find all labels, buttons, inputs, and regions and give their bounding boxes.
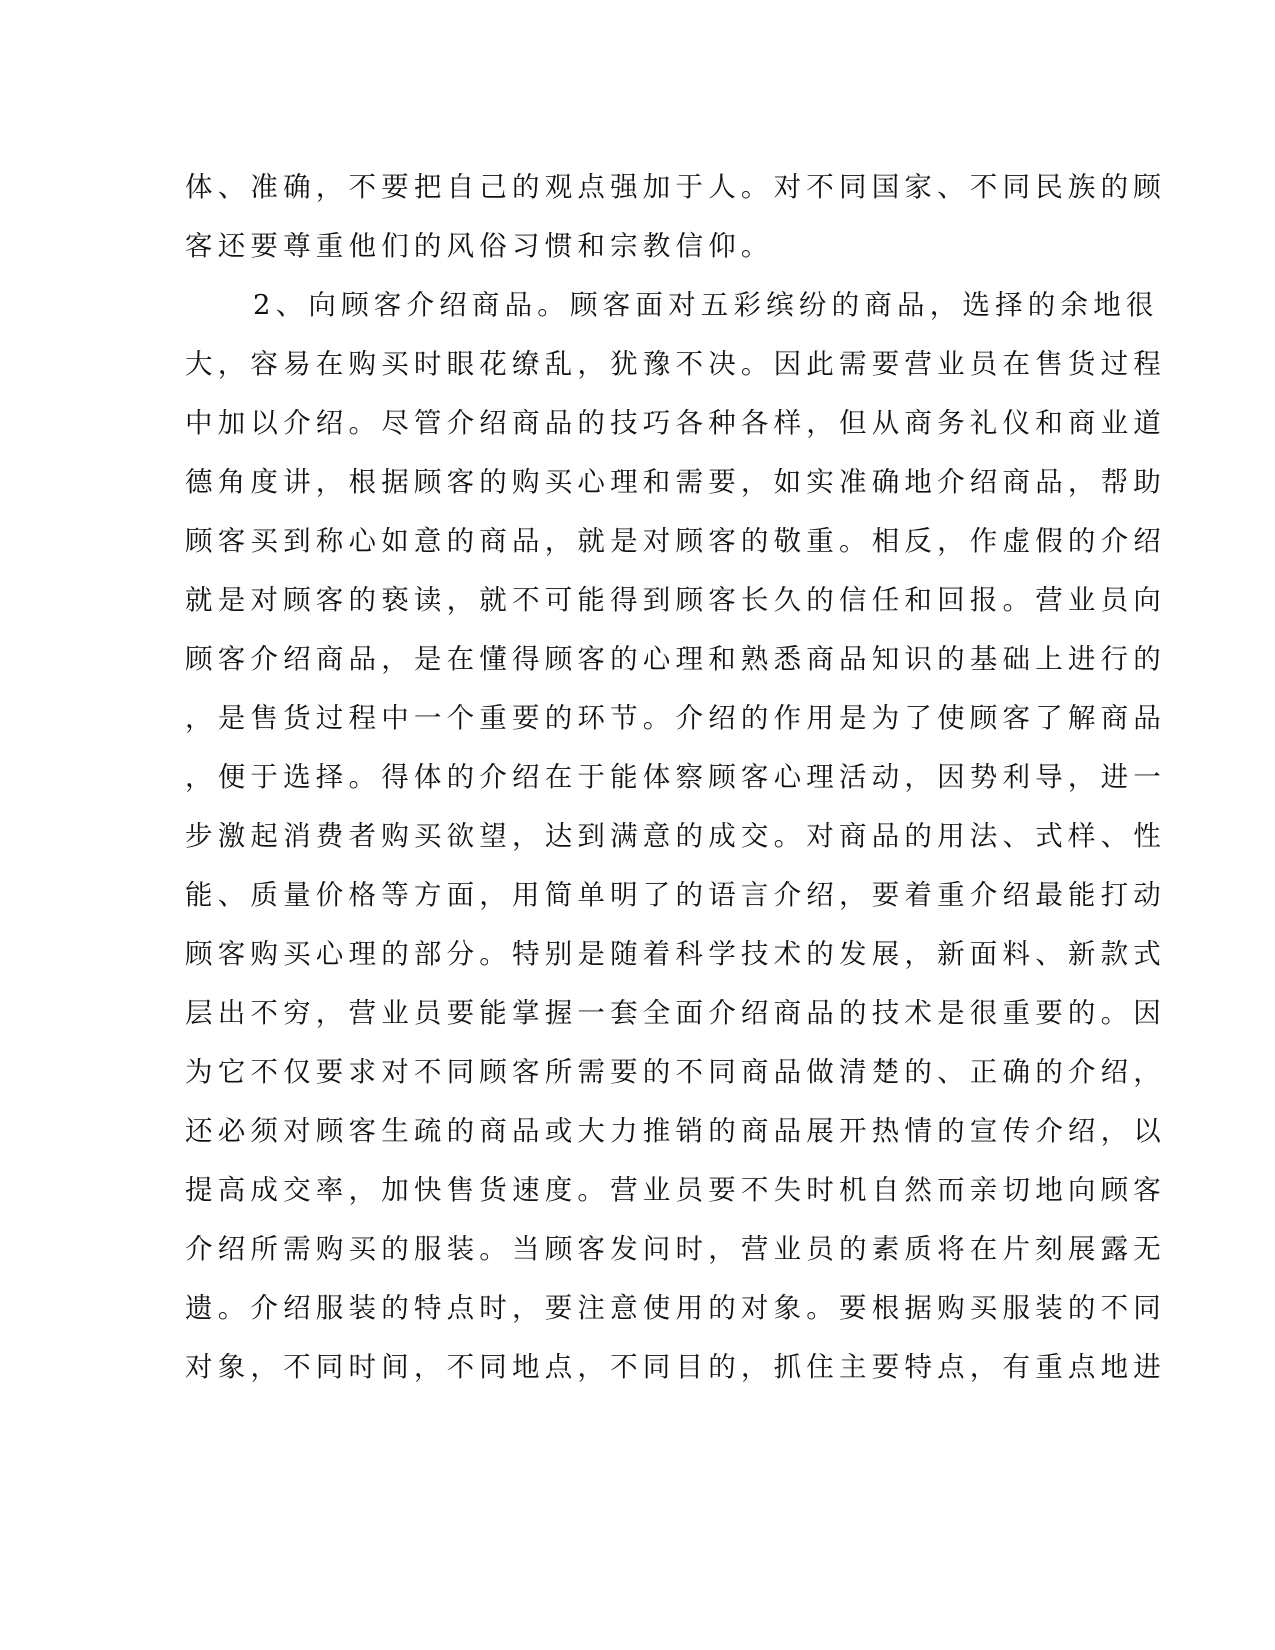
text-line: 提高成交率，加快售货速度。营业员要不失时机自然而亲切地向顾客 — [185, 1174, 1166, 1206]
text-line: 就是对顾客的亵读，就不可能得到顾客长久的信任和回报。营业员向 — [185, 584, 1166, 616]
text-line: 中加以介绍。尽管介绍商品的技巧各种各样，但从商务礼仪和商业道 — [185, 407, 1166, 439]
text-line: 能、质量价格等方面，用简单明了的语言介绍，要着重介绍最能打动 — [185, 879, 1166, 911]
text-line: 还必须对顾客生疏的商品或大力推销的商品展开热情的宣传介绍，以 — [185, 1115, 1166, 1147]
text-line: 步激起消费者购买欲望，达到满意的成交。对商品的用法、式样、性 — [185, 820, 1166, 852]
body-text — [185, 158, 1166, 1397]
text-line: 顾客购买心理的部分。特别是随着科学技术的发展，新面料、新款式 — [185, 938, 1166, 970]
paragraph-start-line: 2、向顾客介绍商品。顾客面对五彩缤纷的商品，选择的余地很 — [253, 289, 1159, 321]
text-line: 介绍所需购买的服装。当顾客发问时，营业员的素质将在片刻展露无 — [185, 1233, 1166, 1265]
text-line: 对象，不同时间，不同地点，不同目的，抓住主要特点，有重点地进 — [185, 1351, 1166, 1383]
text-line: 德角度讲，根据顾客的购买心理和需要，如实准确地介绍商品，帮助 — [185, 466, 1166, 498]
text-line: 遗。介绍服装的特点时，要注意使用的对象。要根据购买服装的不同 — [185, 1292, 1166, 1324]
text-line: 大，容易在购买时眼花缭乱，犹豫不决。因此需要营业员在售货过程 — [185, 348, 1166, 380]
text-line: ，便于选择。得体的介绍在于能体察顾客心理活动，因势利导，进一 — [185, 761, 1166, 793]
text-line: 体、准确，不要把自己的观点强加于人。对不同国家、不同民族的顾 — [185, 171, 1166, 203]
text-line: 顾客买到称心如意的商品，就是对顾客的敬重。相反，作虚假的介绍 — [185, 525, 1166, 557]
text-line: 层出不穷，营业员要能掌握一套全面介绍商品的技术是很重要的。因 — [185, 997, 1166, 1029]
text-line: ，是售货过程中一个重要的环节。介绍的作用是为了使顾客了解商品 — [185, 702, 1166, 734]
text-line: 顾客介绍商品，是在懂得顾客的心理和熟悉商品知识的基础上进行的 — [185, 643, 1166, 675]
text-line: 客还要尊重他们的风俗习惯和宗教信仰。 — [185, 230, 774, 262]
text-line: 为它不仅要求对不同顾客所需要的不同商品做清楚的、正确的介绍， — [185, 1056, 1166, 1088]
